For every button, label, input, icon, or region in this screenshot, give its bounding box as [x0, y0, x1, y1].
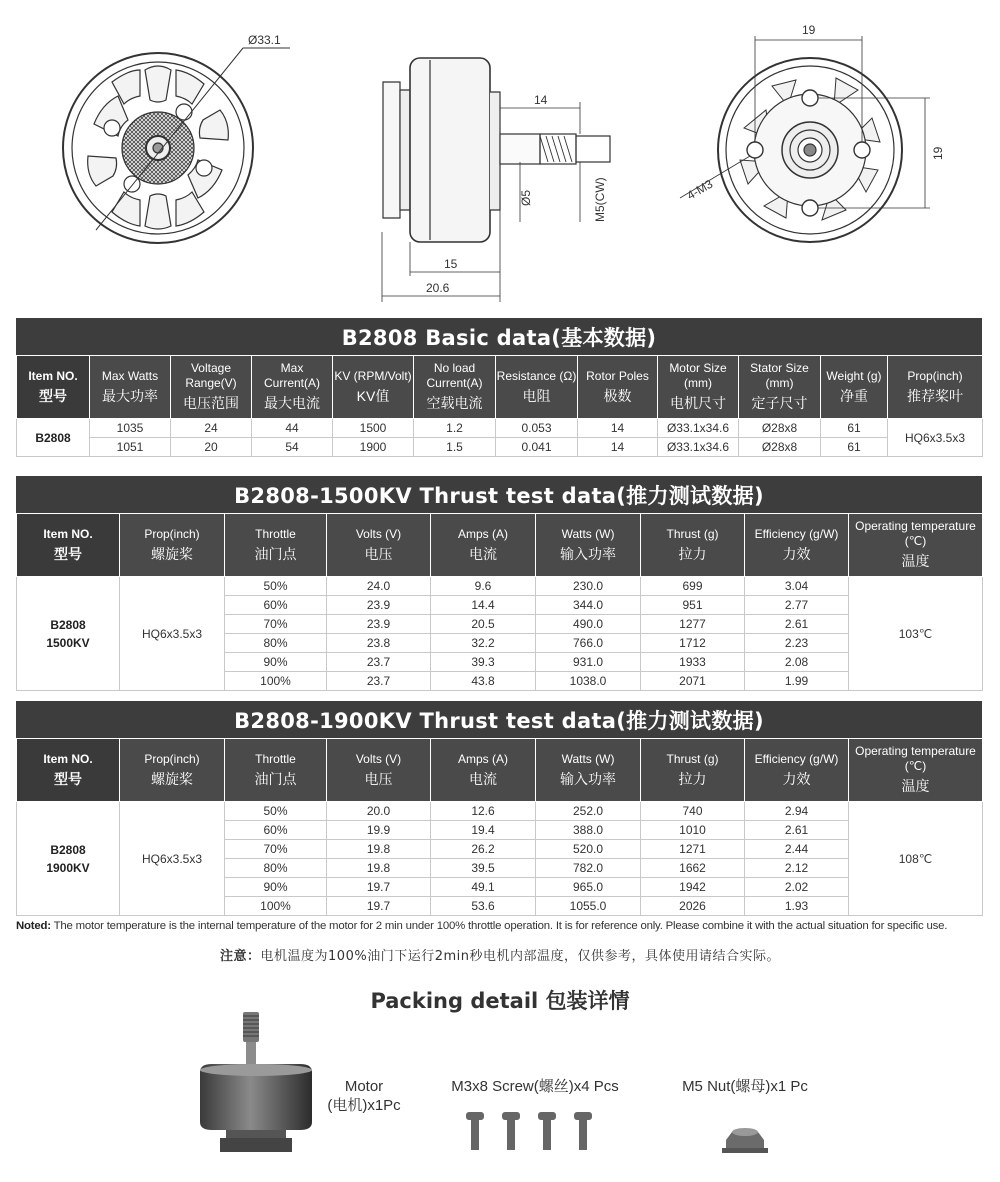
table-cell: 23.9	[327, 615, 431, 634]
table-cell: Ø33.1x34.6	[658, 419, 739, 438]
table-cell: 1.99	[745, 672, 849, 691]
table-cell: 1038.0	[536, 672, 641, 691]
table-cell: 14	[578, 438, 658, 457]
basic-data-title: B2808 Basic data(基本数据)	[16, 318, 982, 355]
table-cell: 931.0	[536, 653, 641, 672]
side-length-14-label: 14	[534, 93, 548, 107]
basic-prop-cell: HQ6x3.5x3	[888, 419, 983, 457]
table-cell: 1.93	[745, 897, 849, 916]
table-cell: 2.23	[745, 634, 849, 653]
table-cell: 23.7	[327, 672, 431, 691]
table-cell: 53.6	[431, 897, 536, 916]
table-cell: 39.5	[431, 859, 536, 878]
table-cell: 520.0	[536, 840, 641, 859]
table-cell: 50%	[225, 802, 327, 821]
base-holes-label: 4-M3	[684, 176, 716, 203]
table-cell: 24.0	[327, 577, 431, 596]
table-cell: 24	[171, 419, 252, 438]
table-cell: 80%	[225, 859, 327, 878]
header-volts: Volts (V) 电压	[327, 514, 431, 577]
nut-image	[718, 1120, 772, 1154]
table-cell: 2026	[641, 897, 745, 916]
table-cell: 766.0	[536, 634, 641, 653]
table-row	[17, 577, 983, 596]
table-cell: 1662	[641, 859, 745, 878]
note-chinese	[0, 945, 1000, 964]
table-cell: 2.94	[745, 802, 849, 821]
packing-title: Packing detail 包装详情	[370, 989, 630, 1013]
prop-cell: HQ6x3.5x3	[120, 802, 225, 916]
table-cell: 12.6	[431, 802, 536, 821]
table-cell: 9.6	[431, 577, 536, 596]
motor-image	[190, 1010, 330, 1160]
table-cell: 1.5	[414, 438, 496, 457]
basic-header-no-load: No load Current(A) 空载电流	[414, 356, 496, 419]
table-cell: Ø33.1x34.6	[658, 438, 739, 457]
table-cell: 2071	[641, 672, 745, 691]
table-cell: 43.8	[431, 672, 536, 691]
table-cell: 19.8	[327, 840, 431, 859]
thrust-1500kv-section	[16, 476, 982, 691]
table-cell: 61	[821, 419, 888, 438]
table-cell: 26.2	[431, 840, 536, 859]
basic-item-cell: B2808	[17, 419, 90, 457]
basic-header-prop: Prop(inch) 推荐桨叶	[888, 356, 983, 419]
table-cell: 1500	[333, 419, 414, 438]
side-view-drawing	[382, 58, 610, 302]
packing-nut-label: M5 Nut(螺母)x1 Pc	[682, 1078, 808, 1095]
header-amps: Amps (A) 电流	[431, 739, 536, 802]
side-length-206-label: 20.6	[426, 281, 450, 295]
table-cell: 70%	[225, 840, 327, 859]
header-watts: Watts (W) 输入功率	[536, 514, 641, 577]
table-cell: 1.2	[414, 419, 496, 438]
table-cell: 100%	[225, 897, 327, 916]
table-cell: 1051	[90, 438, 171, 457]
table-cell: 60%	[225, 821, 327, 840]
table-cell: 252.0	[536, 802, 641, 821]
table-cell: 0.041	[496, 438, 578, 457]
note-cn-text: 电机温度为100%油门下运行2min秒电机内部温度，仅供参考，具体使用请结合实际。	[260, 949, 780, 964]
table-cell: Ø28x8	[739, 438, 821, 457]
bottom-view-drawing	[680, 36, 930, 242]
header-thrust: Thrust (g) 拉力	[641, 514, 745, 577]
table-cell: 19.4	[431, 821, 536, 840]
basic-header-weight: Weight (g) 净重	[821, 356, 888, 419]
table-cell: 19.8	[327, 859, 431, 878]
side-length-15-label: 15	[444, 257, 458, 271]
base-width-label: 19	[802, 23, 816, 37]
header-throttle: Throttle 油门点	[225, 739, 327, 802]
table-cell: 20.5	[431, 615, 536, 634]
table-cell: 19.9	[327, 821, 431, 840]
prop-cell: HQ6x3.5x3	[120, 577, 225, 691]
header-item: Item NO. 型号	[17, 739, 120, 802]
table-cell: 80%	[225, 634, 327, 653]
table-cell: 1942	[641, 878, 745, 897]
table-cell: 19.7	[327, 878, 431, 897]
basic-header-voltage: Voltage Range(V) 电压范围	[171, 356, 252, 419]
table-cell: 2.61	[745, 615, 849, 634]
table-cell: 14.4	[431, 596, 536, 615]
basic-header-resistance: Resistance (Ω) 电阻	[496, 356, 578, 419]
table-cell: 20.0	[327, 802, 431, 821]
thrust-1500kv-header-row	[17, 514, 983, 577]
basic-header-kv: KV (RPM/Volt) KV值	[333, 356, 414, 419]
table-cell: 740	[641, 802, 745, 821]
thrust-1500kv-title: B2808-1500KV Thrust test data(推力测试数据)	[16, 476, 982, 513]
table-cell: 61	[821, 438, 888, 457]
header-volts: Volts (V) 电压	[327, 739, 431, 802]
table-cell: 90%	[225, 878, 327, 897]
table-cell: 49.1	[431, 878, 536, 897]
basic-header-max-current: Max Current(A) 最大电流	[252, 356, 333, 419]
thread-label: M5(CW)	[593, 177, 607, 222]
thrust-1900kv-header-row	[17, 739, 983, 802]
table-cell: 19.7	[327, 897, 431, 916]
table-cell: 699	[641, 577, 745, 596]
table-cell: 23.8	[327, 634, 431, 653]
table-cell: 1712	[641, 634, 745, 653]
basic-data-section	[16, 318, 982, 457]
front-diameter-label: Ø33.1	[248, 33, 281, 47]
header-amps: Amps (A) 电流	[431, 514, 536, 577]
table-cell: 2.61	[745, 821, 849, 840]
thrust-1500kv-table	[16, 513, 983, 691]
table-row	[17, 438, 983, 457]
table-cell: 60%	[225, 596, 327, 615]
table-cell: 1055.0	[536, 897, 641, 916]
table-cell: 0.053	[496, 419, 578, 438]
table-cell: 1035	[90, 419, 171, 438]
basic-header-motor-size: Motor Size (mm) 电机尺寸	[658, 356, 739, 419]
header-temperature: Operating temperature (℃) 温度	[849, 739, 983, 802]
table-cell: 782.0	[536, 859, 641, 878]
table-cell: 1010	[641, 821, 745, 840]
table-cell: 2.77	[745, 596, 849, 615]
table-cell: 20	[171, 438, 252, 457]
table-cell: Ø28x8	[739, 419, 821, 438]
item-cell: B2808 1500KV	[17, 577, 120, 691]
thrust-1900kv-table	[16, 738, 983, 916]
basic-header-item: Item NO. 型号	[17, 356, 90, 419]
table-cell: 70%	[225, 615, 327, 634]
table-cell: 1277	[641, 615, 745, 634]
basic-header-poles: Rotor Poles 极数	[578, 356, 658, 419]
table-cell: 2.44	[745, 840, 849, 859]
note-cn-label: 注意：	[220, 949, 261, 964]
table-cell: 951	[641, 596, 745, 615]
note-text: The motor temperature is the internal temperature of the motor for 2 min under 100% throttle operation. It is for reference only. Please combine it with the actual situation for specific use.	[53, 920, 948, 932]
header-efficiency: Efficiency (g/W) 力效	[745, 514, 849, 577]
table-cell: 388.0	[536, 821, 641, 840]
shaft-diameter-label: Ø5	[519, 189, 533, 206]
table-cell: 23.7	[327, 653, 431, 672]
packing-screw-label: M3x8 Screw(螺丝)x4 Pcs	[451, 1078, 619, 1095]
header-item: Item NO. 型号	[17, 514, 120, 577]
table-cell: 1933	[641, 653, 745, 672]
table-cell: 1271	[641, 840, 745, 859]
note-english	[16, 920, 984, 932]
table-cell: 490.0	[536, 615, 641, 634]
note-label: Noted:	[16, 920, 51, 932]
table-cell: 3.04	[745, 577, 849, 596]
table-cell: 50%	[225, 577, 327, 596]
basic-header-stator-size: Stator Size (mm) 定子尺寸	[739, 356, 821, 419]
header-watts: Watts (W) 输入功率	[536, 739, 641, 802]
table-cell: 39.3	[431, 653, 536, 672]
table-cell: 344.0	[536, 596, 641, 615]
header-prop: Prop(inch) 螺旋桨	[120, 739, 225, 802]
technical-drawings	[0, 0, 1000, 305]
table-cell: 32.2	[431, 634, 536, 653]
item-cell: B2808 1900KV	[17, 802, 120, 916]
header-temperature: Operating temperature (℃) 温度	[849, 514, 983, 577]
table-cell: 54	[252, 438, 333, 457]
basic-header-max-watts: Max Watts 最大功率	[90, 356, 171, 419]
table-cell: 100%	[225, 672, 327, 691]
table-cell: 2.12	[745, 859, 849, 878]
table-row	[17, 802, 983, 821]
table-cell: 965.0	[536, 878, 641, 897]
header-thrust: Thrust (g) 拉力	[641, 739, 745, 802]
header-prop: Prop(inch) 螺旋桨	[120, 514, 225, 577]
temperature-cell: 103℃	[849, 577, 983, 691]
front-view-drawing	[63, 48, 290, 243]
table-cell: 2.08	[745, 653, 849, 672]
thrust-1900kv-title: B2808-1900KV Thrust test data(推力测试数据)	[16, 701, 982, 738]
table-cell: 14	[578, 419, 658, 438]
table-cell: 90%	[225, 653, 327, 672]
temperature-cell: 108℃	[849, 802, 983, 916]
table-cell: 2.02	[745, 878, 849, 897]
screws-image	[460, 1108, 600, 1156]
table-row	[17, 419, 983, 438]
basic-data-table	[16, 355, 983, 457]
table-cell: 1900	[333, 438, 414, 457]
packing-motor-label: Motor (电机)x1Pc	[327, 1078, 401, 1114]
table-cell: 44	[252, 419, 333, 438]
base-height-label: 19	[931, 146, 945, 160]
thrust-1900kv-section	[16, 701, 982, 916]
header-efficiency: Efficiency (g/W) 力效	[745, 739, 849, 802]
header-throttle: Throttle 油门点	[225, 514, 327, 577]
table-cell: 230.0	[536, 577, 641, 596]
table-cell: 23.9	[327, 596, 431, 615]
basic-header-row	[17, 356, 983, 419]
